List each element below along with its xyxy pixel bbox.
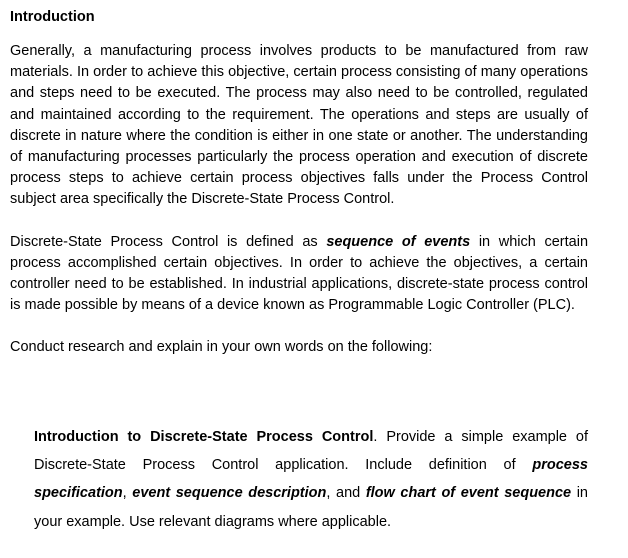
task-title: Introduction to Discrete-State Process Control <box>34 429 374 445</box>
definition-paragraph <box>10 232 588 317</box>
definition-text-after: in which certain process accomplished certain objectives. In order to achieve the objectives, a certain controller need to be established. In industrial applications, discrete-state process control is made possible by means of a device known as Programmable Logic Controller (PLC). <box>10 233 589 314</box>
document-body <box>10 7 588 380</box>
task-text-1: . Provide a simple example of Discrete-State Process Control application. Include definition of <box>34 429 588 474</box>
instruction-paragraph: Conduct research and explain in your own words on the following: <box>10 339 433 356</box>
definition-emphasis: sequence of events <box>326 233 471 250</box>
task-separator-2: , and <box>326 485 366 502</box>
task-item <box>34 423 588 536</box>
task-term-process-specification: process specification <box>34 457 588 502</box>
task-term-flow-chart: flow chart of event sequence <box>365 485 572 502</box>
intro-paragraph: Generally, a manufacturing process involves products to be manufactured from raw materials. In order to achieve this objective, certain process consisting of many operations and steps need to be executed. The process may also need to be controlled, regulated and maintained according to the requirement. The operations and steps are usually of discrete in nature where the condition is either in one state or another. The understanding of manufacturing processes particularly the process operation and execution of discrete process steps to achieve certain process objectives falls under the Process Control subject area specifically the Discrete-State Process Control. <box>10 43 588 208</box>
section-heading: Introduction <box>10 9 95 25</box>
task-text-2: in your example. Use relevant diagrams where applicable. <box>34 485 588 530</box>
task-term-event-sequence-description: event sequence description <box>132 485 327 502</box>
definition-text-before: Discrete-State Process Control is defined as <box>10 233 327 250</box>
task-separator-1: , <box>122 485 133 502</box>
